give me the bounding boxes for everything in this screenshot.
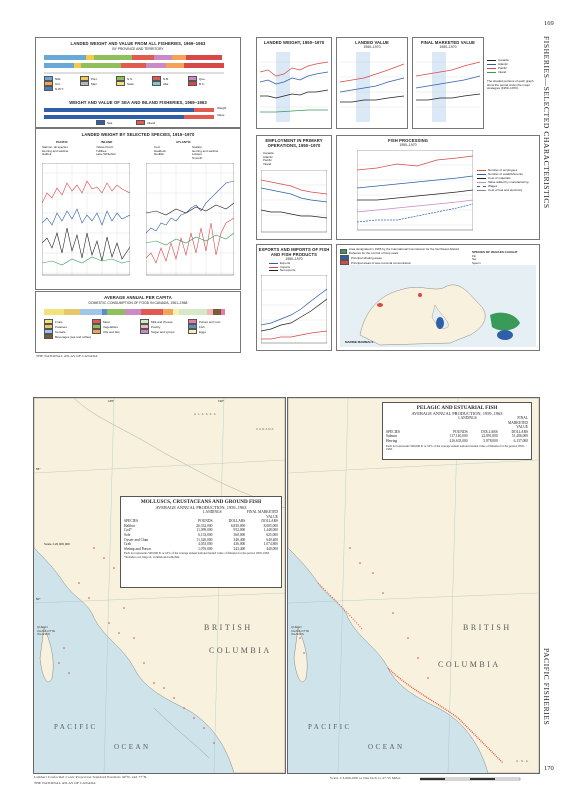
mollusc-table-box	[120, 496, 282, 588]
mollusc-title: MOLLUSCS, CRUSTACEANS AND GROUND FISH	[140, 499, 262, 505]
map-molluscs	[33, 397, 286, 774]
pelagic-table-box	[382, 402, 532, 460]
processing-legend	[477, 168, 539, 192]
percap-subtitle: DOMESTIC CONSUMPTION OF FOOD IN CANADA, 1961–1968	[88, 301, 188, 305]
label-qci-2: QUEEN CHARLOTTE ISLANDS	[291, 625, 310, 637]
legend-item: Man.	[80, 81, 116, 86]
legend-item: Cost of materials	[477, 176, 539, 180]
legend-item: Pulses and nuts	[188, 319, 236, 324]
processing-chart	[357, 150, 473, 234]
chart-subtitle: 1950–1970	[363, 45, 381, 49]
mollusc-headers: SPECIES POUNDS DOLLARS DOLLARS	[124, 519, 278, 524]
percap-panel	[35, 291, 241, 353]
map-pelagic	[287, 397, 540, 774]
whale-species: SPECIES OF WHALES CAUGHT Fin Sei Sperm	[472, 250, 518, 265]
species-title: LANDED WEIGHT BY SELECTED SPECIES, 1915–1970	[81, 132, 195, 137]
species-chart-right	[146, 163, 234, 281]
legend-item: P.E.I.	[80, 76, 116, 81]
mollusc-note-2: *Includes cod, lingcod, rockfish and sablefish.	[124, 554, 180, 559]
mollusc-note: Each dot represents 500,000 lb or 10% of the average annual national landed value of fisheries for the period 1959–1963.	[124, 551, 270, 556]
species-legend-pacific: Salmon, all species Herring and sardine Halibut	[42, 145, 69, 157]
legend-item: Sask.	[116, 81, 152, 86]
legend-item: N.S.	[116, 76, 152, 81]
legend-item: Poultry	[140, 324, 188, 329]
exports-panel	[256, 244, 332, 351]
legend-item: Wages	[477, 184, 539, 188]
page-number-top: 169	[544, 20, 554, 27]
chart-title: LANDED WEIGHT, 1950–1970	[263, 40, 325, 45]
footer-bottom-1: Lambert Conformal Conic Projection Standard Parallels 49°N. and 77°N.	[34, 775, 148, 779]
table-row: Crab 4,053,000 436,000 1,074,800	[124, 542, 278, 547]
scale-bar	[420, 777, 530, 783]
label-pacific-2: PACIFIC	[308, 723, 352, 731]
top-note: The shaded portions of each graph show the period under the major strategies (1950–1970).	[487, 79, 534, 91]
side-title-bottom: PACIFIC FISHERIES	[542, 648, 551, 726]
legend-item: Atlantic	[487, 62, 535, 66]
species-legend-atlantic-1: Cod Haddock Redfish	[154, 145, 166, 157]
legend-item: Area designated in 1965 by the International Commission for the Northwest Atlantic Fisheries for the control of harp seals	[340, 247, 460, 255]
processing-subtitle: 1950–1970	[399, 143, 417, 147]
legend-item: Potatoes	[44, 324, 92, 329]
legend-item: Canada	[487, 58, 535, 62]
table-row: Herring 416,633,000 5,878,000 6,137,000	[386, 438, 529, 443]
atlantic-heading: ATLANTIC	[176, 140, 191, 144]
legend-item: N.B.	[152, 76, 188, 81]
exports-title: EXPORTS AND IMPORTS OF FISH AND FISH PRODUCTS	[258, 247, 330, 257]
label-lat-2: 50°	[36, 597, 41, 601]
footer-bottom-2: THE NATIONAL ATLAS OF CANADA	[34, 781, 96, 785]
legend-item: Ont.	[44, 81, 80, 86]
exports-chart	[261, 275, 327, 347]
employment-chart	[261, 170, 327, 236]
species-legend-atlantic-2: Scallop Herring and sardine Lobster Smooth	[192, 145, 219, 160]
legend-item: Eggs	[188, 329, 236, 334]
sea-legend: Sea	[96, 120, 112, 125]
legend-item: Fish	[188, 324, 236, 329]
legend-item: Que.	[188, 76, 224, 81]
percap-legend	[44, 319, 236, 339]
employment-legend: Canada Atlantic Pacific Inland	[263, 151, 274, 166]
label-lat-1: 55°	[36, 467, 41, 471]
percap-title: AVERAGE ANNUAL PER CAPITA	[104, 295, 172, 300]
legend-item: Sugar and syrups	[140, 329, 188, 334]
species-chart-left	[42, 163, 130, 281]
pacific-heading: PACIFIC	[56, 140, 68, 144]
label-us: U.S.A.	[516, 759, 531, 763]
page-number-bottom: 170	[544, 765, 554, 772]
table-row: Shrimp and Prawn 1,076,000 243,400 440,000	[124, 546, 278, 551]
pelagic-headers: SPECIES POUNDS DOLLARS DOLLARS	[386, 429, 529, 434]
inland-heading: INLAND	[101, 140, 113, 144]
legend-item: Cereals	[44, 329, 92, 334]
marine-title: MARINE MAMMALS	[345, 340, 374, 344]
scale-text: Scale 1:3,000,000 or One inch to 47.35 Miles	[330, 776, 401, 780]
landed-title: LANDED WEIGHT AND VALUE FROM ALL FISHERIES, 1969–1963	[70, 41, 206, 46]
processing-title: FISH PROCESSING	[387, 138, 429, 143]
label-ocean: OCEAN	[114, 743, 151, 751]
legend-item: Alta.	[152, 81, 188, 86]
label-pacific: PACIFIC	[54, 723, 98, 731]
label-british-2: BRITISH	[463, 623, 512, 632]
table-row: Cod* 11,099,000 952,000 1,448,000	[124, 528, 278, 533]
legend-item: Cost of fuel and electricity	[477, 188, 539, 192]
label-lon-2: 130°	[218, 399, 225, 403]
employment-panel	[256, 135, 332, 240]
legend-item: N.W.T.	[44, 86, 80, 91]
table-row: Halibut 26,332,000 6,830,000 8,005,000	[124, 523, 278, 528]
label-columbia-2: COLUMBIA	[438, 660, 501, 669]
legend-item: Fruits	[44, 319, 92, 324]
inland-legend: Inland	[136, 120, 155, 125]
landed-panel	[35, 37, 241, 128]
legend-item: Oils and fats	[92, 329, 140, 334]
legend-item: Milk and cheese	[140, 319, 188, 324]
top-charts-plots	[256, 52, 482, 127]
exports-subtitle: 1950–1970	[285, 257, 303, 261]
species-legend-inland: Yellow Perch Tullibee Lake Whitefish	[96, 145, 116, 157]
label-alaska: ALASKA	[194, 412, 218, 416]
legend-item: Number of establishments	[477, 172, 539, 176]
chart-title: FINAL MARKETED VALUE	[420, 40, 476, 45]
marine-map	[340, 265, 536, 347]
species-panel	[35, 128, 241, 290]
table-row: Salmon 117,140,000 22,891,000 51,406,000	[386, 434, 529, 439]
label-british: BRITISH	[204, 623, 253, 632]
weight-label: Weight	[217, 106, 227, 110]
marine-panel	[336, 244, 540, 351]
legend-item: Pacific	[487, 66, 535, 70]
mollusc-group-headers: LANDINGS FINAL MARKETED VALUE	[203, 510, 278, 519]
label-columbia: COLUMBIA	[209, 646, 272, 655]
label-scale-small: Scale 1:20,000,000	[44, 542, 70, 546]
legend-item: Value added by manufacturing	[477, 180, 539, 184]
pelagic-subtitle: AVERAGE ANNUAL PRODUCTION, 1959–1963	[411, 411, 503, 416]
chart-subtitle: 1950–1970	[439, 45, 457, 49]
legend-item: B.C.	[188, 81, 224, 86]
processing-panel	[336, 135, 540, 240]
label-qci: QUEEN CHARLOTTE ISLANDS	[37, 625, 56, 637]
table-row: Oyster and Clam 11,320,000 348,400 640,400	[124, 537, 278, 542]
legend-item: Beverages (tea and coffee)	[44, 334, 140, 339]
legend-item: Principal areas of sea mammal concentration	[340, 260, 460, 265]
exports-legend: Exports Imports Net exports	[269, 262, 295, 273]
side-title-top: FISHERIES—SELECTED CHARACTERISTICS	[542, 36, 551, 209]
label-canada: CANADA	[256, 427, 275, 431]
legend-item: Number of employees	[477, 168, 539, 172]
pelagic-note: Each dot represents 500,000 lb or 10% of the average annual national landed value of fisheries for the period 1959–1963.	[386, 443, 525, 452]
value-label: Value	[217, 113, 225, 117]
pelagic-group-headers: LANDINGS FINAL MARKETED VALUE	[458, 416, 528, 430]
label-lon-1: 135°	[108, 399, 115, 403]
pelagic-title: PELAGIC AND ESTUARIAL FISH	[416, 405, 498, 411]
legend-item: Vegetables	[92, 324, 140, 329]
landed-subtitle: BY PROVINCE AND TERRITORY	[112, 47, 164, 51]
legend-item: Nfld.	[44, 76, 80, 81]
landed-legend	[44, 76, 234, 91]
mollusc-subtitle: AVERAGE ANNUAL PRODUCTION, 1959–1963	[155, 505, 247, 510]
percap-bar	[44, 307, 232, 317]
legend-item: Meat	[92, 319, 140, 324]
employment-title: EMPLOYMENT IN PRIMARY OPERATIONS, 1950–1970	[265, 138, 323, 148]
label-ocean-2: OCEAN	[368, 743, 405, 751]
landed-title-2: WEIGHT AND VALUE OF SEA AND INLAND FISHERIES, 1969–1963	[69, 100, 207, 105]
chart-title: LANDED VALUE	[355, 40, 389, 45]
legend-item: Principal whaling areas	[340, 255, 460, 260]
legend-item: Inland	[487, 70, 535, 74]
top-charts-legend	[487, 58, 535, 91]
footer-top: THE NATIONAL ATLAS OF CANADA	[36, 354, 98, 358]
table-row: Sole 6,133,000 360,000 625,000	[124, 532, 278, 537]
